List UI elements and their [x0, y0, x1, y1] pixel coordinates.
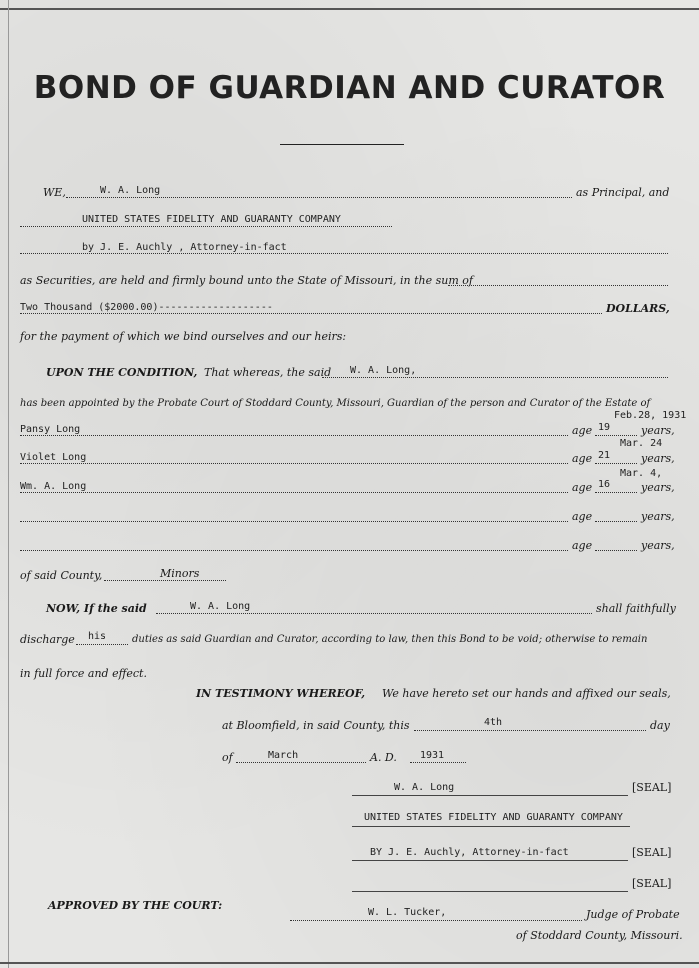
ward-age-line — [595, 550, 637, 551]
ward-age-line — [595, 435, 637, 436]
signature-line — [352, 891, 628, 892]
ward-years-label: years, — [641, 539, 675, 552]
we-label: WE, — [43, 186, 66, 199]
ward-dob: Mar. 4, — [620, 468, 663, 479]
seal-label: [SEAL] — [632, 781, 672, 794]
ward-line — [20, 435, 568, 436]
ward-age-line — [595, 492, 637, 493]
ward-age: 16 — [598, 479, 611, 490]
ward-years-label: years, — [641, 424, 675, 437]
testimony-label: IN TESTIMONY WHEREOF, — [196, 687, 366, 700]
ward-age-line — [595, 463, 637, 464]
ward-name: Pansy Long — [20, 424, 81, 435]
seal-label: [SEAL] — [632, 846, 672, 859]
now-label: NOW, If the said — [46, 602, 147, 615]
judge-line — [290, 920, 582, 921]
approval-judge: W. L. Tucker, — [368, 907, 447, 918]
ward-years-label: years, — [641, 510, 675, 523]
surety-line — [20, 226, 392, 227]
signature-line — [352, 860, 628, 861]
surety-company: UNITED STATES FIDELITY AND GUARANTY COMPANY — [82, 214, 341, 225]
condition-line — [322, 377, 668, 378]
page-edge-bottom — [0, 962, 699, 964]
payment-text: for the payment of which we bind ourselves and our heirs: — [20, 330, 347, 343]
approval-county: of Stoddard County, Missouri. — [516, 929, 683, 942]
appointed-text: has been appointed by the Probate Court of Stoddard County, Missouri, Guardian of the person and Curator of the Estate of — [20, 398, 651, 409]
ward-line — [20, 463, 568, 464]
ward-name: Violet Long — [20, 452, 87, 463]
place-day: 4th — [484, 717, 503, 728]
signature-text: W. A. Long — [394, 782, 455, 793]
place-text: at Bloomfield, in said County, this — [222, 719, 410, 732]
page-edge-left — [8, 0, 9, 968]
ward-line — [20, 550, 568, 551]
condition-text: That whereas, the said — [204, 366, 332, 379]
title-underline — [280, 144, 404, 145]
ward-dob: Mar. 24 — [620, 438, 663, 449]
signature-line — [352, 795, 628, 796]
testimony-text: We have hereto set our hands and affixed our seals, — [382, 687, 671, 700]
ward-age: 19 — [598, 422, 611, 433]
full-force-text: in full force and effect. — [20, 667, 147, 680]
discharge-pronoun: his — [88, 631, 107, 642]
ad-label: A. D. — [370, 751, 397, 764]
approval-label: APPROVED BY THE COURT: — [48, 899, 223, 912]
now-name: W. A. Long — [190, 601, 251, 612]
of-year: 1931 — [420, 750, 445, 761]
discharge-text: duties as said Guardian and Curator, according to law, then this Bond to be void; otherwise to remain — [132, 634, 648, 645]
signature-text: BY J. E. Auchly, Attorney-in-fact — [370, 847, 569, 858]
document-title: BOND OF GUARDIAN AND CURATOR — [33, 70, 666, 106]
principal-line — [66, 197, 572, 198]
now-line — [156, 613, 592, 614]
day-line — [414, 730, 646, 731]
signature-line — [352, 826, 630, 827]
ward-age: 21 — [598, 450, 611, 461]
of-month: March — [268, 750, 299, 761]
ward-age-label: age — [572, 510, 593, 523]
signature-text: UNITED STATES FIDELITY AND GUARANTY COMPANY — [364, 812, 623, 823]
sum-line — [448, 285, 668, 286]
principal-name: W. A. Long — [100, 185, 161, 196]
condition-name: W. A. Long, — [350, 365, 417, 376]
seal-label: [SEAL] — [632, 877, 672, 890]
page-edge-top — [0, 8, 699, 10]
ward-line — [20, 521, 568, 522]
amount-words: Two Thousand ($2000.00)------------------- — [20, 302, 273, 313]
ward-name: Wm. A. Long — [20, 481, 87, 492]
ward-age-label: age — [572, 481, 593, 494]
month-line — [236, 762, 366, 763]
pronoun-line — [76, 644, 128, 645]
county-line — [104, 580, 226, 581]
amount-unit: DOLLARS, — [606, 302, 670, 315]
ward-age-line — [595, 521, 637, 522]
of-label: of — [222, 751, 233, 764]
day-label: day — [650, 719, 670, 732]
ward-age-label: age — [572, 539, 593, 552]
securities-text: as Securities, are held and firmly bound unto the State of Missouri, in the sum of — [20, 274, 473, 287]
year-line — [410, 762, 466, 763]
principal-suffix: as Principal, and — [576, 186, 670, 199]
ward-age-label: age — [572, 424, 593, 437]
discharge-label: discharge — [20, 633, 75, 646]
ward-years-label: years, — [641, 481, 675, 494]
county-value: Minors — [160, 567, 200, 580]
county-label: of said County, — [20, 569, 103, 582]
condition-label: UPON THE CONDITION, — [46, 366, 198, 379]
now-suffix: shall faithfully — [596, 602, 676, 615]
ward-line — [20, 492, 568, 493]
ward-dob: Feb.28, 1931 — [614, 410, 687, 421]
approval-title: Judge of Probate — [586, 908, 680, 921]
ward-age-label: age — [572, 452, 593, 465]
ward-years-label: years, — [641, 452, 675, 465]
surety-attorney: by J. E. Auchly , Attorney-in-fact — [82, 242, 287, 253]
